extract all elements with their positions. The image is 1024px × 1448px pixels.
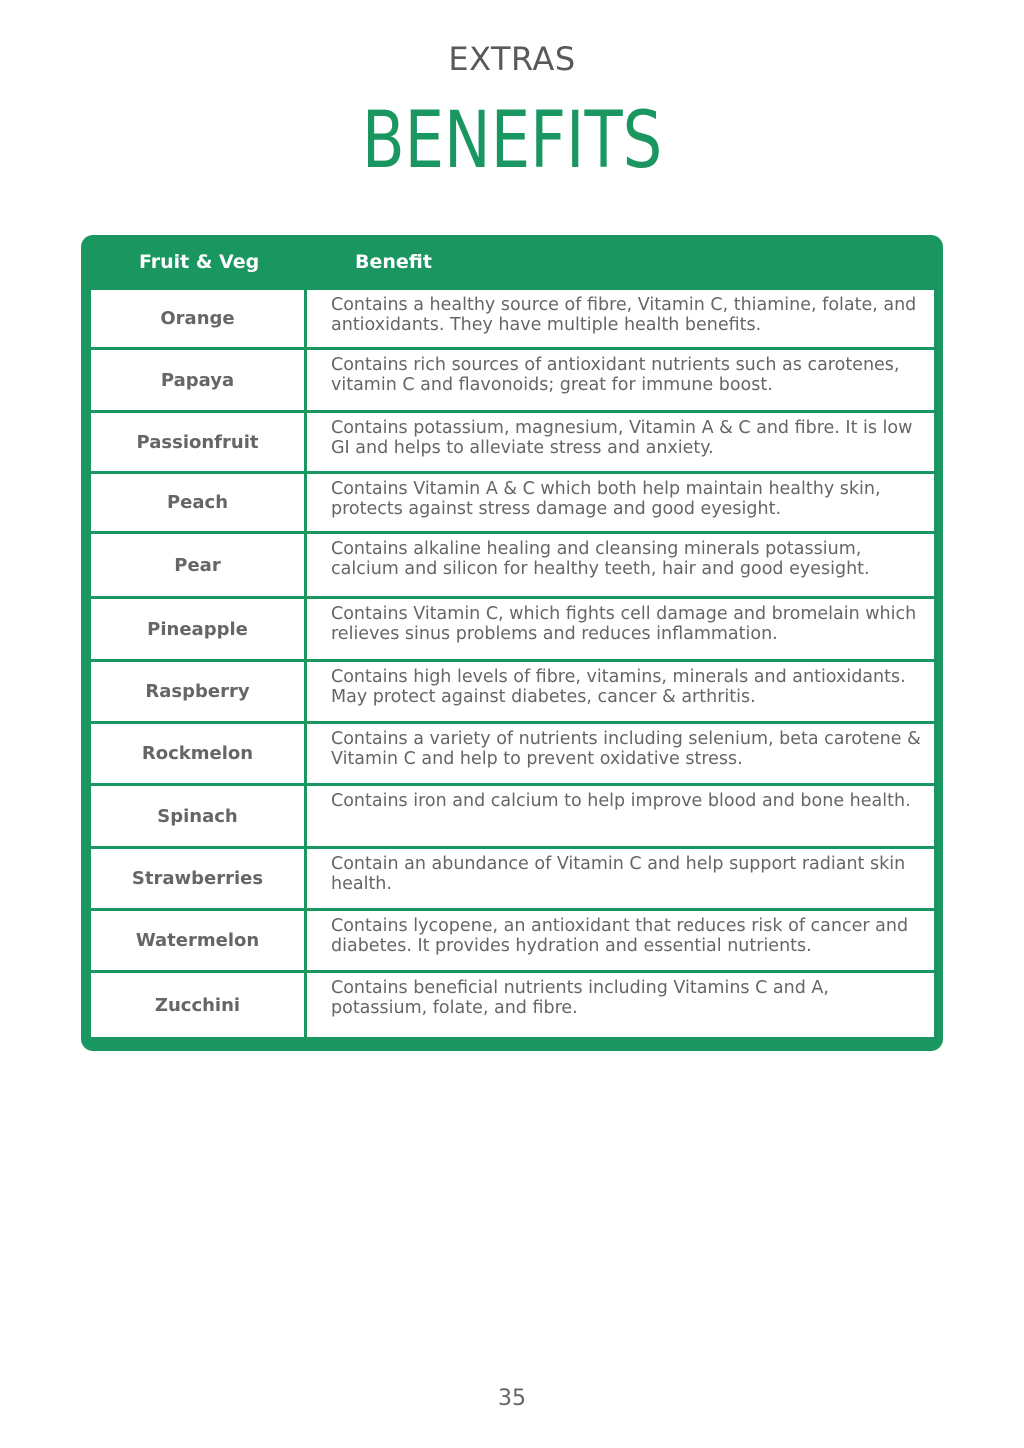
table-row	[91, 973, 934, 1037]
benefit-cell: Contains alkaline healing and cleansing minerals potassium, calcium and silicon for healthy teeth, hair and good eyesight.	[307, 534, 934, 596]
column-header-benefit: Benefit	[355, 251, 432, 273]
table-row	[91, 599, 934, 659]
table-row	[91, 724, 934, 783]
fruit-veg-cell: Watermelon	[91, 911, 304, 970]
fruit-veg-cell: Rockmelon	[91, 724, 304, 783]
fruit-veg-cell: Orange	[91, 290, 304, 347]
fruit-veg-cell: Pear	[91, 534, 304, 596]
benefit-cell: Contains lycopene, an antioxidant that reduces risk of cancer and diabetes. It provides hydration and essential nutrients.	[307, 911, 934, 970]
benefit-cell: Contains high levels of fibre, vitamins, minerals and antioxidants. May protect against diabetes, cancer & arthritis.	[307, 662, 934, 721]
table-row	[91, 786, 934, 846]
benefit-cell: Contains a healthy source of fibre, Vitamin C, thiamine, folate, and antioxidants. They have multiple health benefits.	[307, 290, 934, 347]
benefit-cell: Contain an abundance of Vitamin C and help support radiant skin health.	[307, 849, 934, 908]
benefits-table	[81, 235, 943, 1051]
table-body	[91, 290, 934, 1040]
page-title: BENEFITS	[361, 96, 663, 186]
table-row	[91, 413, 934, 471]
page-number: 35	[498, 1386, 526, 1411]
benefit-cell: Contains Vitamin C, which fights cell damage and bromelain which relieves sinus problems and reduces inflammation.	[307, 599, 934, 659]
section-subtitle: EXTRAS	[448, 40, 576, 78]
benefit-cell: Contains potassium, magnesium, Vitamin A & C and fibre. It is low GI and helps to alleviate stress and anxiety.	[307, 413, 934, 471]
fruit-veg-cell: Raspberry	[91, 662, 304, 721]
fruit-veg-cell: Strawberries	[91, 849, 304, 908]
table-header	[81, 235, 943, 291]
fruit-veg-cell: Zucchini	[91, 973, 304, 1037]
fruit-veg-cell: Pineapple	[91, 599, 304, 659]
table-row	[91, 849, 934, 908]
benefit-cell: Contains Vitamin A & C which both help maintain healthy skin, protects against stress damage and good eyesight.	[307, 474, 934, 531]
column-header-fruit-veg: Fruit & Veg	[139, 251, 260, 273]
fruit-veg-cell: Spinach	[91, 786, 304, 846]
table-row	[91, 662, 934, 721]
benefit-cell: Contains beneficial nutrients including Vitamins C and A, potassium, folate, and fibre.	[307, 973, 934, 1037]
table-row	[91, 534, 934, 596]
table-row	[91, 474, 934, 531]
table-row	[91, 350, 934, 410]
fruit-veg-cell: Papaya	[91, 350, 304, 410]
fruit-veg-cell: Passionfruit	[91, 413, 304, 471]
benefit-cell: Contains rich sources of antioxidant nutrients such as carotenes, vitamin C and flavonoids; great for immune boost.	[307, 350, 934, 410]
table-row	[91, 290, 934, 347]
benefit-cell: Contains a variety of nutrients including selenium, beta carotene & Vitamin C and help to prevent oxidative stress.	[307, 724, 934, 783]
fruit-veg-cell: Peach	[91, 474, 304, 531]
table-row	[91, 911, 934, 970]
benefit-cell: Contains iron and calcium to help improve blood and bone health.	[307, 786, 934, 846]
